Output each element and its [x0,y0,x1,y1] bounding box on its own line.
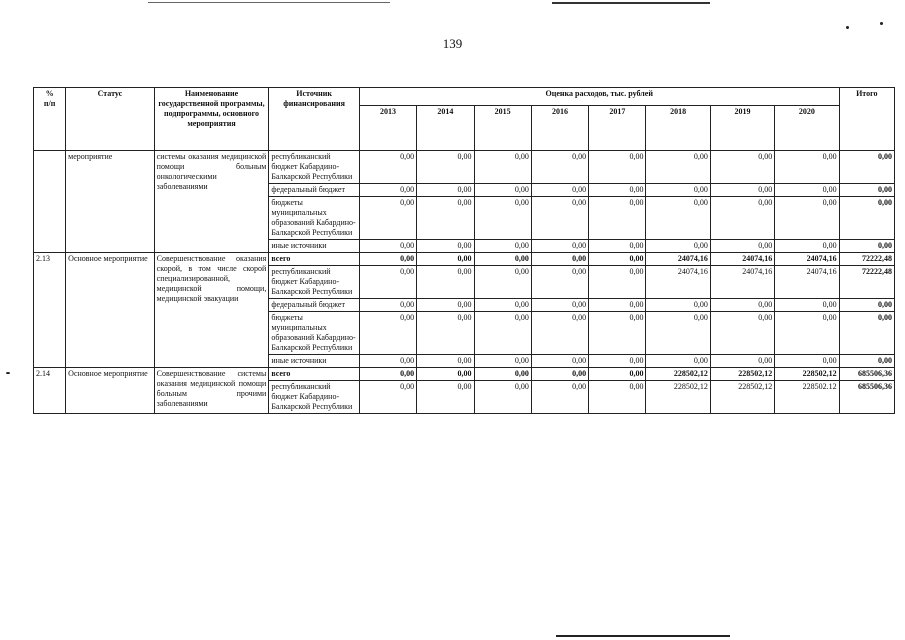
row-number: 2.13 [34,253,66,368]
row-value: 0,00 [417,240,474,253]
row-value: 0,00 [474,184,531,197]
row-total: 0,00 [839,355,894,368]
row-value: 228502,12 [646,368,710,381]
row-value: 0,00 [710,240,774,253]
row-total: 72222,48 [839,266,894,299]
header-year: 2016 [531,105,588,150]
row-status: Основное мероприятие [66,253,155,368]
scan-artifact-dot [880,22,883,25]
row-value: 0,00 [359,184,416,197]
row-value: 0,00 [531,240,588,253]
row-value: 0,00 [474,312,531,355]
header-total: Итого [839,88,894,151]
header-num: % п/п [34,88,66,151]
row-value: 228502,12 [710,368,774,381]
header-year: 2019 [710,105,774,150]
page-number: 139 [442,36,463,51]
row-value: 0,00 [589,355,646,368]
row-source: иные источники [269,355,360,368]
row-total: 0,00 [839,151,894,184]
row-value: 228502,12 [710,381,774,414]
row-value: 0,00 [775,312,839,355]
row-value: 0,00 [417,299,474,312]
table-row [34,253,895,266]
row-value: 0,00 [589,381,646,414]
row-value: 0,00 [531,299,588,312]
scan-artifact-line-right [552,2,710,4]
row-value: 0,00 [417,253,474,266]
header-year: 2013 [359,105,416,150]
row-value: 0,00 [710,151,774,184]
row-source: федеральный бюджет [269,184,360,197]
row-value: 0,00 [646,312,710,355]
row-value: 228502,12 [775,368,839,381]
row-name: Совершенствование системы оказания медицинской помощи больным прочими заболеваниями [154,368,269,414]
row-value: 0,00 [646,240,710,253]
row-total: 72222,48 [839,253,894,266]
row-value: 0,00 [589,266,646,299]
header-estimate: Оценка расходов, тыс. рублей [359,88,839,106]
row-status: мероприятие [66,151,155,253]
row-value: 0,00 [775,197,839,240]
header-status: Статус [66,88,155,151]
row-number [34,151,66,253]
row-value: 0,00 [646,184,710,197]
row-value: 0,00 [359,197,416,240]
row-value: 0,00 [646,197,710,240]
row-source: всего [269,368,360,381]
header-year: 2020 [775,105,839,150]
row-value: 24074,16 [710,266,774,299]
row-value: 0,00 [417,368,474,381]
row-value: 0,00 [474,355,531,368]
row-source: бюджеты муниципальных образований Кабардино-Балкарской Республики [269,197,360,240]
row-value: 0,00 [359,355,416,368]
table-row [34,151,895,184]
row-value: 0,00 [359,312,416,355]
row-value: 0,00 [474,266,531,299]
row-name: системы оказания медицинской помощи больным онкологическими заболеваниями [154,151,269,253]
row-value: 0,00 [775,299,839,312]
row-value: 0,00 [589,151,646,184]
scan-artifact-dot [6,372,10,374]
row-value: 24074,16 [710,253,774,266]
row-value: 0,00 [531,184,588,197]
row-value: 0,00 [775,355,839,368]
scan-artifact-line-left [148,2,390,3]
row-source: федеральный бюджет [269,299,360,312]
row-value: 0,00 [359,299,416,312]
row-value: 0,00 [589,184,646,197]
row-value: 0,00 [474,253,531,266]
header-name: Наименование государственной программы, подпрограммы, основного мероприятия [154,88,269,151]
row-number: 2.14 [34,368,66,414]
row-value: 228502,12 [646,381,710,414]
row-value: 0,00 [474,299,531,312]
row-value: 0,00 [417,197,474,240]
row-value: 0,00 [646,299,710,312]
row-value: 0,00 [775,184,839,197]
header-year: 2015 [474,105,531,150]
row-value: 0,00 [775,151,839,184]
row-source: республиканский бюджет Кабардино-Балкарской Республики [269,381,360,414]
row-value: 0,00 [531,368,588,381]
row-source: бюджеты муниципальных образований Кабардино-Балкарской Республики [269,312,360,355]
row-value: 0,00 [531,381,588,414]
row-value: 0,00 [531,151,588,184]
row-value: 0,00 [589,312,646,355]
row-value: 0,00 [359,381,416,414]
row-total: 0,00 [839,312,894,355]
row-value: 24074,16 [646,253,710,266]
row-value: 24074,16 [646,266,710,299]
table-row [34,368,895,381]
row-value: 0,00 [417,184,474,197]
row-total: 0,00 [839,240,894,253]
row-value: 228502.12 [775,381,839,414]
row-value: 0,00 [646,355,710,368]
row-value: 0,00 [474,197,531,240]
row-value: 0,00 [531,253,588,266]
row-value: 0,00 [531,197,588,240]
row-value: 0,00 [531,312,588,355]
row-value: 0,00 [359,368,416,381]
row-value: 0,00 [710,197,774,240]
header-source: Источник финансирования [269,88,360,151]
row-value: 0,00 [531,266,588,299]
row-value: 0,00 [589,240,646,253]
scan-artifact-bottom-line [556,635,730,637]
expenditure-table [33,87,895,414]
row-value: 0,00 [589,197,646,240]
row-value: 0,00 [531,355,588,368]
row-total: 0,00 [839,197,894,240]
row-value: 0,00 [359,266,416,299]
row-value: 24074,16 [775,253,839,266]
row-value: 0,00 [474,368,531,381]
row-value: 0,00 [359,151,416,184]
row-value: 0,00 [474,151,531,184]
row-source: всего [269,253,360,266]
row-value: 0,00 [359,253,416,266]
row-value: 0,00 [417,266,474,299]
row-value: 0,00 [775,240,839,253]
row-value: 0,00 [417,381,474,414]
header-year: 2018 [646,105,710,150]
row-source: республиканский бюджет Кабардино-Балкарской Республики [269,151,360,184]
row-source: республиканский бюджет Кабардино-Балкарской Республики [269,266,360,299]
row-value: 0,00 [710,312,774,355]
row-name: Совершенствование оказания скорой, в том числе скорой специализированной, медицинской помощи, медицинской эвакуации [154,253,269,368]
row-value: 0,00 [417,355,474,368]
row-value: 0,00 [589,299,646,312]
row-value: 0,00 [589,368,646,381]
row-value: 0,00 [359,240,416,253]
row-value: 0,00 [474,240,531,253]
row-source: иные источники [269,240,360,253]
row-status: Основное мероприятие [66,368,155,414]
row-value: 0,00 [646,151,710,184]
table-body [34,151,895,414]
row-value: 24074,16 [775,266,839,299]
row-value: 0,00 [710,184,774,197]
header-year: 2014 [417,105,474,150]
row-total: 0,00 [839,299,894,312]
row-total: 685506,36 [839,368,894,381]
row-total: 685506,36 [839,381,894,414]
row-total: 0,00 [839,184,894,197]
scan-artifact-dot [846,26,849,29]
row-value: 0,00 [710,355,774,368]
row-value: 0,00 [589,253,646,266]
row-value: 0,00 [474,381,531,414]
row-value: 0,00 [417,151,474,184]
row-value: 0,00 [710,299,774,312]
row-value: 0,00 [417,312,474,355]
header-year: 2017 [589,105,646,150]
